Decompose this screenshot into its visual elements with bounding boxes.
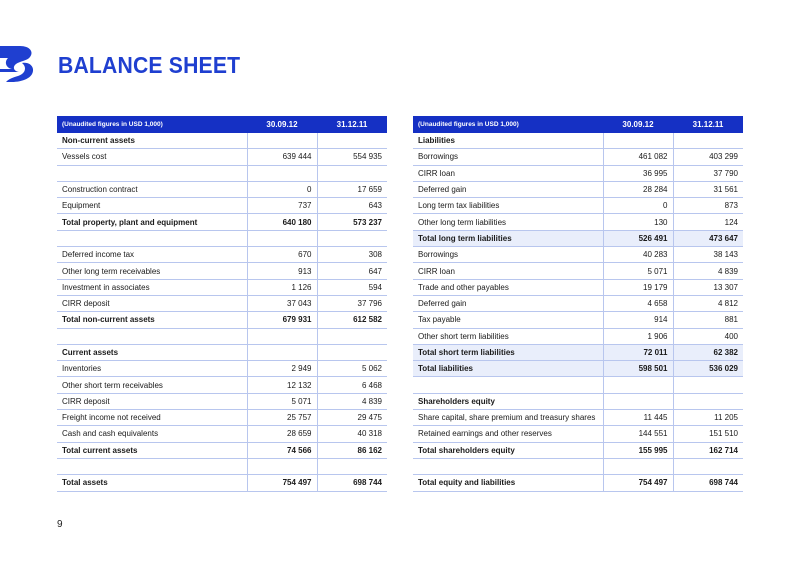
value-period-2: 403 299 xyxy=(673,149,743,165)
value-period-1: 913 xyxy=(247,263,317,279)
table-row xyxy=(57,295,387,311)
value-period-1: 72 011 xyxy=(603,344,673,360)
table-row xyxy=(413,475,743,491)
value-period-1: 19 179 xyxy=(603,279,673,295)
table-row xyxy=(413,393,743,409)
table-row xyxy=(413,458,743,474)
row-label xyxy=(413,458,603,474)
row-label: Total short term liabilities xyxy=(413,344,603,360)
row-label: Long term tax liabilities xyxy=(413,198,603,214)
table-row xyxy=(413,442,743,458)
table-row xyxy=(57,393,387,409)
value-period-2 xyxy=(673,393,743,409)
table-row xyxy=(57,328,387,344)
row-label: Inventories xyxy=(57,361,247,377)
value-period-1 xyxy=(247,230,317,246)
value-period-2: 612 582 xyxy=(317,312,387,328)
value-period-2: 5 062 xyxy=(317,361,387,377)
value-period-1: 36 995 xyxy=(603,165,673,181)
value-period-1: 11 445 xyxy=(603,410,673,426)
row-label: CIRR deposit xyxy=(57,393,247,409)
value-period-2: 698 744 xyxy=(673,475,743,491)
row-label: Total equity and liabilities xyxy=(413,475,603,491)
row-label: Trade and other payables xyxy=(413,279,603,295)
row-label: Total non-current assets xyxy=(57,312,247,328)
value-period-2 xyxy=(673,458,743,474)
value-period-2: 881 xyxy=(673,312,743,328)
value-period-1: 1 906 xyxy=(603,328,673,344)
value-period-1: 130 xyxy=(603,214,673,230)
table-row xyxy=(413,214,743,230)
value-period-1: 74 566 xyxy=(247,442,317,458)
row-label: Total liabilities xyxy=(413,361,603,377)
row-label: Current assets xyxy=(57,344,247,360)
table-row xyxy=(57,263,387,279)
row-label: Other long term liabilities xyxy=(413,214,603,230)
value-period-2: 873 xyxy=(673,198,743,214)
row-label: Investment in associates xyxy=(57,279,247,295)
value-period-1 xyxy=(247,344,317,360)
row-label: Share capital, share premium and treasury shares xyxy=(413,410,603,426)
table-row xyxy=(413,328,743,344)
table-row xyxy=(57,377,387,393)
value-period-1: 2 949 xyxy=(247,361,317,377)
column-header-unit: (Unaudited figures in USD 1,000) xyxy=(57,116,247,133)
table-row xyxy=(57,133,387,149)
value-period-2: 536 029 xyxy=(673,361,743,377)
row-label: CIRR deposit xyxy=(57,295,247,311)
value-period-2: 643 xyxy=(317,198,387,214)
table-row xyxy=(57,181,387,197)
table-row xyxy=(57,230,387,246)
value-period-1: 37 043 xyxy=(247,295,317,311)
value-period-2: 29 475 xyxy=(317,410,387,426)
value-period-1: 754 497 xyxy=(603,475,673,491)
table-row xyxy=(413,149,743,165)
value-period-1: 640 180 xyxy=(247,214,317,230)
value-period-1: 737 xyxy=(247,198,317,214)
table-row xyxy=(57,198,387,214)
value-period-1: 679 931 xyxy=(247,312,317,328)
row-label xyxy=(57,165,247,181)
value-period-1: 12 132 xyxy=(247,377,317,393)
value-period-1: 144 551 xyxy=(603,426,673,442)
value-period-1 xyxy=(247,133,317,149)
row-label: Total assets xyxy=(57,475,247,491)
table-row xyxy=(57,344,387,360)
value-period-1: 25 757 xyxy=(247,410,317,426)
value-period-2: 13 307 xyxy=(673,279,743,295)
row-label: Total long term liabilities xyxy=(413,230,603,246)
table-row xyxy=(413,312,743,328)
value-period-1: 28 284 xyxy=(603,181,673,197)
value-period-2: 698 744 xyxy=(317,475,387,491)
value-period-1: 461 082 xyxy=(603,149,673,165)
column-header-period-2: 31.12.11 xyxy=(673,116,743,133)
table-row xyxy=(57,361,387,377)
value-period-2: 124 xyxy=(673,214,743,230)
row-label: CIRR loan xyxy=(413,165,603,181)
value-period-2: 40 318 xyxy=(317,426,387,442)
table-row xyxy=(413,344,743,360)
table-row xyxy=(57,458,387,474)
value-period-2 xyxy=(673,133,743,149)
value-period-2: 31 561 xyxy=(673,181,743,197)
table-row xyxy=(57,214,387,230)
table-row xyxy=(413,263,743,279)
value-period-1: 526 491 xyxy=(603,230,673,246)
liabilities-table-body xyxy=(413,133,743,491)
row-label: Tax payable xyxy=(413,312,603,328)
row-label: Other short term receivables xyxy=(57,377,247,393)
value-period-2: 400 xyxy=(673,328,743,344)
table-row xyxy=(413,165,743,181)
value-period-1: 4 658 xyxy=(603,295,673,311)
row-label: Liabilities xyxy=(413,133,603,149)
value-period-1: 1 126 xyxy=(247,279,317,295)
row-label xyxy=(57,230,247,246)
value-period-2 xyxy=(317,230,387,246)
assets-table-body xyxy=(57,133,387,491)
value-period-1 xyxy=(603,133,673,149)
row-label: Construction contract xyxy=(57,181,247,197)
table-row xyxy=(413,426,743,442)
table-row xyxy=(57,475,387,491)
value-period-1: 754 497 xyxy=(247,475,317,491)
table-row xyxy=(413,361,743,377)
value-period-2: 17 659 xyxy=(317,181,387,197)
value-period-1 xyxy=(603,393,673,409)
value-period-1 xyxy=(247,458,317,474)
value-period-2: 554 935 xyxy=(317,149,387,165)
value-period-2 xyxy=(317,458,387,474)
value-period-1 xyxy=(603,377,673,393)
value-period-2: 473 647 xyxy=(673,230,743,246)
column-header-period-1: 30.09.12 xyxy=(603,116,673,133)
value-period-2 xyxy=(317,133,387,149)
row-label: Borrowings xyxy=(413,247,603,263)
value-period-2 xyxy=(673,377,743,393)
value-period-2: 4 812 xyxy=(673,295,743,311)
value-period-1: 598 501 xyxy=(603,361,673,377)
value-period-2: 594 xyxy=(317,279,387,295)
value-period-2: 38 143 xyxy=(673,247,743,263)
table-row xyxy=(413,133,743,149)
row-label: Freight income not received xyxy=(57,410,247,426)
row-label: Deferred income tax xyxy=(57,247,247,263)
value-period-2 xyxy=(317,165,387,181)
table-row xyxy=(413,181,743,197)
value-period-2: 37 790 xyxy=(673,165,743,181)
value-period-2: 62 382 xyxy=(673,344,743,360)
row-label xyxy=(57,328,247,344)
value-period-2: 6 468 xyxy=(317,377,387,393)
company-logo-icon xyxy=(0,44,36,84)
row-label: Vessels cost xyxy=(57,149,247,165)
row-label: CIRR loan xyxy=(413,263,603,279)
value-period-2: 4 839 xyxy=(317,393,387,409)
value-period-2: 647 xyxy=(317,263,387,279)
table-row xyxy=(57,247,387,263)
table-row xyxy=(413,377,743,393)
value-period-1 xyxy=(247,328,317,344)
row-label: Deferred gain xyxy=(413,181,603,197)
row-label: Non-current assets xyxy=(57,133,247,149)
value-period-2: 573 237 xyxy=(317,214,387,230)
row-label: Other short term liabilities xyxy=(413,328,603,344)
value-period-2: 37 796 xyxy=(317,295,387,311)
value-period-1: 670 xyxy=(247,247,317,263)
table-row xyxy=(57,312,387,328)
row-label: Cash and cash equivalents xyxy=(57,426,247,442)
row-label: Total current assets xyxy=(57,442,247,458)
table-header-row xyxy=(413,116,743,133)
row-label: Total property, plant and equipment xyxy=(57,214,247,230)
table-row xyxy=(57,410,387,426)
table-row xyxy=(57,165,387,181)
column-header-period-2: 31.12.11 xyxy=(317,116,387,133)
value-period-2: 308 xyxy=(317,247,387,263)
page-title: BALANCE SHEET xyxy=(58,52,241,78)
table-row xyxy=(413,247,743,263)
value-period-2: 11 205 xyxy=(673,410,743,426)
column-header-period-1: 30.09.12 xyxy=(247,116,317,133)
value-period-2 xyxy=(317,344,387,360)
page-number: 9 xyxy=(57,519,63,530)
table-row xyxy=(57,279,387,295)
table-row xyxy=(413,230,743,246)
row-label: Deferred gain xyxy=(413,295,603,311)
table-row xyxy=(57,149,387,165)
row-label: Shareholders equity xyxy=(413,393,603,409)
value-period-1: 639 444 xyxy=(247,149,317,165)
value-period-1: 5 071 xyxy=(603,263,673,279)
row-label: Total shareholders equity xyxy=(413,442,603,458)
value-period-2 xyxy=(317,328,387,344)
value-period-1: 0 xyxy=(247,181,317,197)
row-label: Equipment xyxy=(57,198,247,214)
value-period-1: 914 xyxy=(603,312,673,328)
value-period-2: 162 714 xyxy=(673,442,743,458)
value-period-1: 5 071 xyxy=(247,393,317,409)
row-label: Retained earnings and other reserves xyxy=(413,426,603,442)
table-row xyxy=(413,279,743,295)
liabilities-table xyxy=(413,116,743,492)
row-label xyxy=(413,377,603,393)
table-header-row xyxy=(57,116,387,133)
table-row xyxy=(57,426,387,442)
value-period-1 xyxy=(247,165,317,181)
value-period-1: 0 xyxy=(603,198,673,214)
value-period-1: 28 659 xyxy=(247,426,317,442)
assets-table xyxy=(57,116,387,492)
table-row xyxy=(413,198,743,214)
table-row xyxy=(413,295,743,311)
value-period-1: 40 283 xyxy=(603,247,673,263)
value-period-1 xyxy=(603,458,673,474)
table-row xyxy=(413,410,743,426)
column-header-unit: (Unaudited figures in USD 1,000) xyxy=(413,116,603,133)
table-row xyxy=(57,442,387,458)
row-label: Other long term receivables xyxy=(57,263,247,279)
row-label xyxy=(57,458,247,474)
value-period-1: 155 995 xyxy=(603,442,673,458)
value-period-2: 86 162 xyxy=(317,442,387,458)
value-period-2: 151 510 xyxy=(673,426,743,442)
value-period-2: 4 839 xyxy=(673,263,743,279)
row-label: Borrowings xyxy=(413,149,603,165)
